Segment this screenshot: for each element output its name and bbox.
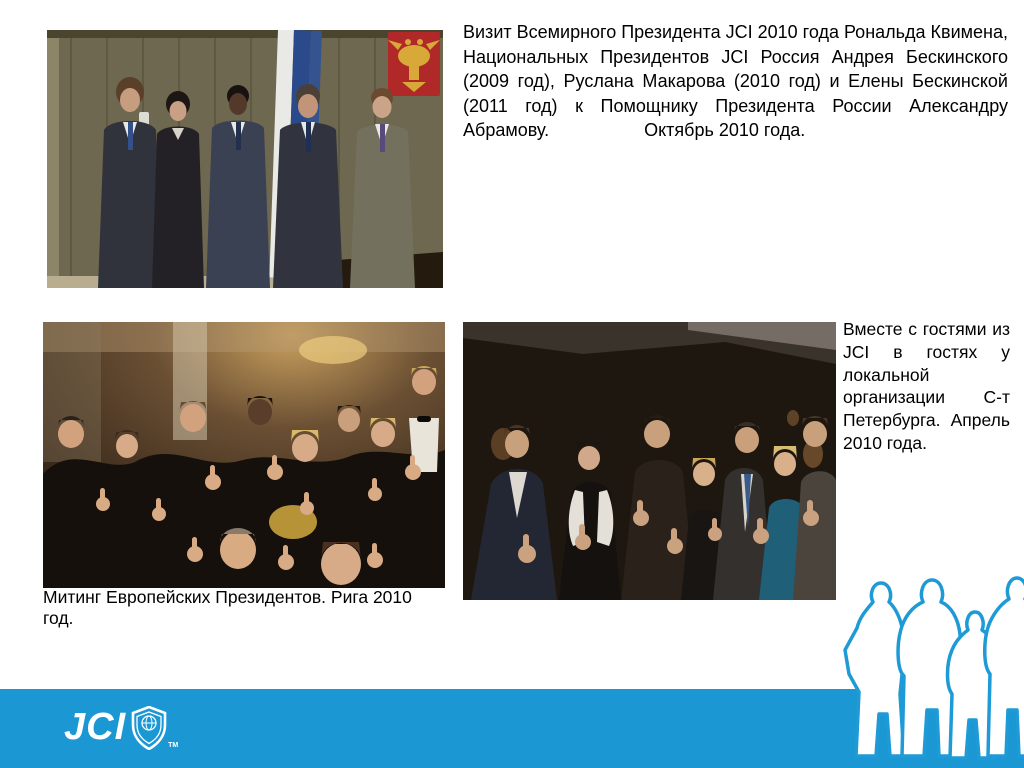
kremlin-photo-graphic [47, 30, 443, 288]
riga-caption: Митинг Европейских Президентов. Рига 2010 год. [43, 587, 412, 628]
riga-photo-graphic [43, 322, 445, 588]
photo-spb-meeting [463, 322, 836, 600]
people-silhouettes-graphic [840, 552, 1024, 768]
right-paragraph: Вместе с гостями из JCI в гостях у локальной организации С-т Петербурга. Апрель 2010 года. [843, 319, 1010, 453]
photo-riga-meeting [43, 322, 445, 588]
jci-trademark: TM [168, 742, 179, 749]
jci-shield-icon [131, 706, 167, 750]
coat-of-arms-graphic [388, 32, 440, 96]
photo-kremlin-meeting [47, 30, 443, 288]
top-paragraph: Визит Всемирного Президента JCI 2010 года Рональда Квимена, Национальных Президентов JCI Россия Андрея Бескинского (2009 год), Руслана Макарова (2010 год) и Елены Бескинской (2011 год) к Помощнику Президента России Александру Абрамову. Октябрь 2010 года. [463, 22, 1008, 140]
spb-photo-graphic [463, 322, 836, 600]
jci-logo-text: JCI [64, 706, 127, 748]
jci-logo [64, 704, 178, 750]
